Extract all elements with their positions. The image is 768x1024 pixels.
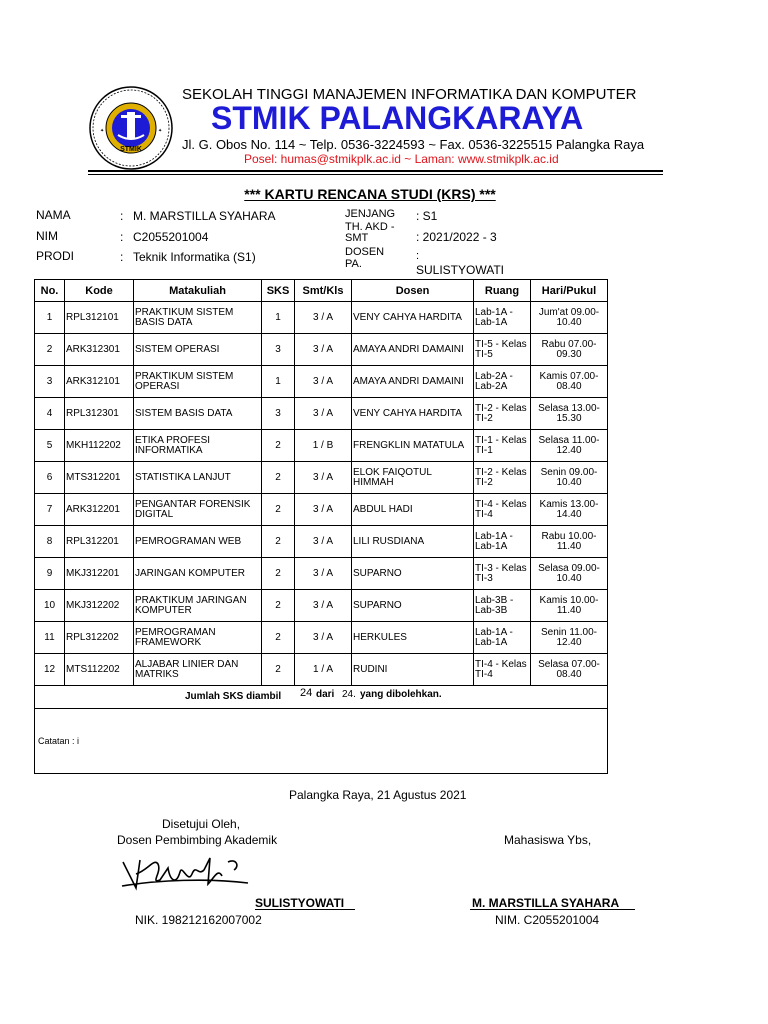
- cell-hari-pukul: Jum'at 09.00-10.40: [531, 302, 608, 334]
- cell-kode: MTS312201: [65, 462, 134, 494]
- institution-name: STMIK PALANGKARAYA: [211, 100, 584, 136]
- cell-matakuliah: PRAKTIKUM SISTEM BASIS DATA: [134, 302, 262, 334]
- table-row: [35, 590, 608, 622]
- cell-ruang: TI-2 - Kelas TI-2: [474, 462, 531, 494]
- col-sks: SKS: [262, 280, 295, 302]
- table-row: [35, 302, 608, 334]
- place-date: Palangka Raya, 21 Agustus 2021: [289, 788, 467, 802]
- cell-no: 11: [35, 622, 65, 654]
- table-row: [35, 622, 608, 654]
- nim-colon: :: [120, 230, 124, 244]
- dosen-label-2: PA.: [345, 258, 362, 270]
- advisor-nik: NIK. 198212162007002: [135, 913, 262, 927]
- header-divider-thin: [88, 174, 663, 175]
- cell-dosen: LILI RUSDIANA: [352, 526, 474, 558]
- cell-smt-kls: 1 / A: [295, 654, 352, 686]
- cell-sks: 2: [262, 590, 295, 622]
- nama-value: M. MARSTILLA SYAHARA: [133, 209, 276, 223]
- cell-dosen: AMAYA ANDRI DAMAINI: [352, 334, 474, 366]
- cell-sks: 2: [262, 494, 295, 526]
- prodi-colon: :: [120, 250, 124, 264]
- cell-smt-kls: 3 / A: [295, 398, 352, 430]
- cell-sks: 1: [262, 366, 295, 398]
- cell-dosen: HERKULES: [352, 622, 474, 654]
- jumlah-row: [35, 686, 608, 709]
- cell-ruang: TI-5 - Kelas TI-5: [474, 334, 531, 366]
- cell-no: 3: [35, 366, 65, 398]
- advisor-signature: [118, 850, 258, 900]
- cell-sks: 2: [262, 430, 295, 462]
- jumlah-label: Jumlah SKS diambil: [185, 691, 282, 702]
- cell-matakuliah: PRAKTIKUM SISTEM OPERASI: [134, 366, 262, 398]
- student-nim: NIM. C2055201004: [495, 913, 600, 927]
- cell-matakuliah: ETIKA PROFESI INFORMATIKA: [134, 430, 262, 462]
- cell-no: 9: [35, 558, 65, 590]
- cell-no: 7: [35, 494, 65, 526]
- contact-line: Posel: humas@stmikplk.ac.id ~ Laman: www.stmikplk.ac.id: [244, 152, 559, 166]
- col-hari-pukul: Hari/Pukul: [531, 280, 608, 302]
- jenjang-value: : S1: [416, 209, 438, 223]
- cell-smt-kls: 3 / A: [295, 302, 352, 334]
- cell-dosen: ELOK FAIQOTUL HIMMAH: [352, 462, 474, 494]
- cell-sks: 3: [262, 334, 295, 366]
- cell-no: 12: [35, 654, 65, 686]
- student-role: Mahasiswa Ybs,: [504, 833, 592, 847]
- svg-text:✦: ✦: [100, 128, 105, 134]
- cell-matakuliah: ALJABAR LINIER DAN MATRIKS: [134, 654, 262, 686]
- cell-kode: RPL312202: [65, 622, 134, 654]
- cell-kode: RPL312201: [65, 526, 134, 558]
- thakd-label-2: SMT: [345, 232, 369, 244]
- cell-no: 4: [35, 398, 65, 430]
- cell-kode: MKJ312202: [65, 590, 134, 622]
- institution-line: SEKOLAH TINGGI MANAJEMEN INFORMATIKA DAN KOMPUTER: [182, 86, 637, 103]
- prodi-label: PRODI: [36, 249, 75, 263]
- cell-kode: MKH112202: [65, 430, 134, 462]
- cell-sks: 2: [262, 622, 295, 654]
- cell-sks: 2: [262, 462, 295, 494]
- prodi-value: Teknik Informatika (S1): [133, 250, 256, 264]
- cell-dosen: RUDINI: [352, 654, 474, 686]
- cell-sks: 1: [262, 302, 295, 334]
- cell-kode: RPL312301: [65, 398, 134, 430]
- col-ruang: Ruang: [474, 280, 531, 302]
- nim-value: C2055201004: [133, 230, 209, 244]
- cell-smt-kls: 3 / A: [295, 622, 352, 654]
- cell-ruang: Lab-1A - Lab-1A: [474, 622, 531, 654]
- cell-hari-pukul: Senin 09.00-10.40: [531, 462, 608, 494]
- header-divider: [88, 170, 663, 172]
- cell-kode: MKJ312201: [65, 558, 134, 590]
- table-row: [35, 494, 608, 526]
- cell-ruang: Lab-1A - Lab-1A: [474, 526, 531, 558]
- cell-matakuliah: PENGANTAR FORENSIK DIGITAL: [134, 494, 262, 526]
- table-header-row: [35, 280, 608, 302]
- cell-ruang: Lab-2A - Lab-2A: [474, 366, 531, 398]
- cell-smt-kls: 3 / A: [295, 462, 352, 494]
- nim-label: NIM: [36, 229, 58, 243]
- cell-sks: 2: [262, 558, 295, 590]
- cell-no: 5: [35, 430, 65, 462]
- cell-kode: ARK312201: [65, 494, 134, 526]
- jenjang-label: JENJANG: [345, 208, 396, 220]
- address-line: Jl. G. Obos No. 114 ~ Telp. 0536-3224593 ~ Fax. 0536-3225515 Palangka Raya: [182, 137, 645, 152]
- cell-smt-kls: 1 / B: [295, 430, 352, 462]
- cell-sks: 2: [262, 526, 295, 558]
- table-row: [35, 398, 608, 430]
- cell-hari-pukul: Rabu 10.00-11.40: [531, 526, 608, 558]
- cell-hari-pukul: Kamis 13.00-14.40: [531, 494, 608, 526]
- cell-hari-pukul: Selasa 09.00-10.40: [531, 558, 608, 590]
- cell-ruang: TI-4 - Kelas TI-4: [474, 494, 531, 526]
- cell-sks: 3: [262, 398, 295, 430]
- cell-no: 1: [35, 302, 65, 334]
- col-dosen: Dosen: [352, 280, 474, 302]
- table-row: [35, 462, 608, 494]
- cell-smt-kls: 3 / A: [295, 334, 352, 366]
- cell-hari-pukul: Selasa 11.00-12.40: [531, 430, 608, 462]
- col-smt-kls: Smt/Kls: [295, 280, 352, 302]
- cell-hari-pukul: Kamis 07.00-08.40: [531, 366, 608, 398]
- student-name: M. MARSTILLA SYAHARA: [472, 896, 620, 910]
- catatan-row: [35, 709, 608, 774]
- thakd-label-1: TH. AKD -: [345, 221, 395, 233]
- cell-smt-kls: 3 / A: [295, 526, 352, 558]
- cell-dosen: SUPARNO: [352, 590, 474, 622]
- cell-dosen: SUPARNO: [352, 558, 474, 590]
- table-row: [35, 366, 608, 398]
- table-row: [35, 430, 608, 462]
- table-row: [35, 334, 608, 366]
- col-kode: Kode: [65, 280, 134, 302]
- advisor-name: SULISTYOWATI: [255, 896, 345, 910]
- cell-no: 2: [35, 334, 65, 366]
- col-no: No.: [35, 280, 65, 302]
- dari-label: dari: [316, 689, 335, 700]
- svg-text:✦: ✦: [158, 128, 163, 134]
- sks-max: 24.: [342, 689, 356, 700]
- cell-matakuliah: SISTEM BASIS DATA: [134, 398, 262, 430]
- cell-no: 6: [35, 462, 65, 494]
- cell-hari-pukul: Kamis 10.00-11.40: [531, 590, 608, 622]
- cell-kode: ARK312301: [65, 334, 134, 366]
- cell-kode: MTS112202: [65, 654, 134, 686]
- nama-colon: :: [120, 209, 124, 223]
- cell-smt-kls: 3 / A: [295, 494, 352, 526]
- cell-dosen: FRENGKLIN MATATULA: [352, 430, 474, 462]
- cell-matakuliah: PRAKTIKUM JARINGAN KOMPUTER: [134, 590, 262, 622]
- thakd-value: : 2021/2022 - 3: [416, 230, 497, 244]
- cell-matakuliah: STATISTIKA LANJUT: [134, 462, 262, 494]
- col-matakuliah: Matakuliah: [134, 280, 262, 302]
- cell-smt-kls: 3 / A: [295, 558, 352, 590]
- cell-no: 10: [35, 590, 65, 622]
- cell-hari-pukul: Selasa 13.00-15.30: [531, 398, 608, 430]
- cell-matakuliah: PEMROGRAMAN WEB: [134, 526, 262, 558]
- cell-dosen: VENY CAHYA HARDITA: [352, 302, 474, 334]
- cell-hari-pukul: Senin 11.00-12.40: [531, 622, 608, 654]
- catatan-cell: Catatan : i: [35, 709, 608, 774]
- cell-dosen: VENY CAHYA HARDITA: [352, 398, 474, 430]
- cell-ruang: TI-3 - Kelas TI-3: [474, 558, 531, 590]
- table-body: [35, 302, 608, 686]
- advisor-role: Dosen Pembimbing Akademik: [117, 833, 278, 847]
- cell-dosen: ABDUL HADI: [352, 494, 474, 526]
- document-title: *** KARTU RENCANA STUDI (KRS) ***: [244, 186, 496, 202]
- logo-text: STMIK: [120, 146, 142, 153]
- dosen-colon: :: [416, 250, 420, 262]
- cell-matakuliah: SISTEM OPERASI: [134, 334, 262, 366]
- dosen-label-1: DOSEN: [345, 246, 385, 258]
- cell-dosen: AMAYA ANDRI DAMAINI: [352, 366, 474, 398]
- cell-ruang: Lab-3B - Lab-3B: [474, 590, 531, 622]
- cell-no: 8: [35, 526, 65, 558]
- cell-hari-pukul: Selasa 07.00-08.40: [531, 654, 608, 686]
- cell-matakuliah: JARINGAN KOMPUTER: [134, 558, 262, 590]
- cell-matakuliah: PEMROGRAMAN FRAMEWORK: [134, 622, 262, 654]
- cell-smt-kls: 3 / A: [295, 590, 352, 622]
- jumlah-cell: [35, 686, 608, 709]
- cell-hari-pukul: Rabu 07.00-09.30: [531, 334, 608, 366]
- dibolehkan-label: yang dibolehkan.: [360, 689, 442, 700]
- krs-table: [34, 279, 608, 774]
- table-row: [35, 558, 608, 590]
- cell-kode: RPL312101: [65, 302, 134, 334]
- table-row: [35, 654, 608, 686]
- nama-label: NAMA: [36, 208, 71, 222]
- table-row: [35, 526, 608, 558]
- cell-ruang: Lab-1A - Lab-1A: [474, 302, 531, 334]
- cell-ruang: TI-4 - Kelas TI-4: [474, 654, 531, 686]
- cell-kode: ARK312101: [65, 366, 134, 398]
- sks-taken: 24: [300, 687, 313, 699]
- stmik-logo: [88, 85, 174, 171]
- cell-sks: 2: [262, 654, 295, 686]
- dosen-value: SULISTYOWATI: [416, 263, 505, 277]
- cell-ruang: TI-1 - Kelas TI-1: [474, 430, 531, 462]
- approved-by: Disetujui Oleh,: [162, 817, 241, 831]
- cell-smt-kls: 3 / A: [295, 366, 352, 398]
- cell-ruang: TI-2 - Kelas TI-2: [474, 398, 531, 430]
